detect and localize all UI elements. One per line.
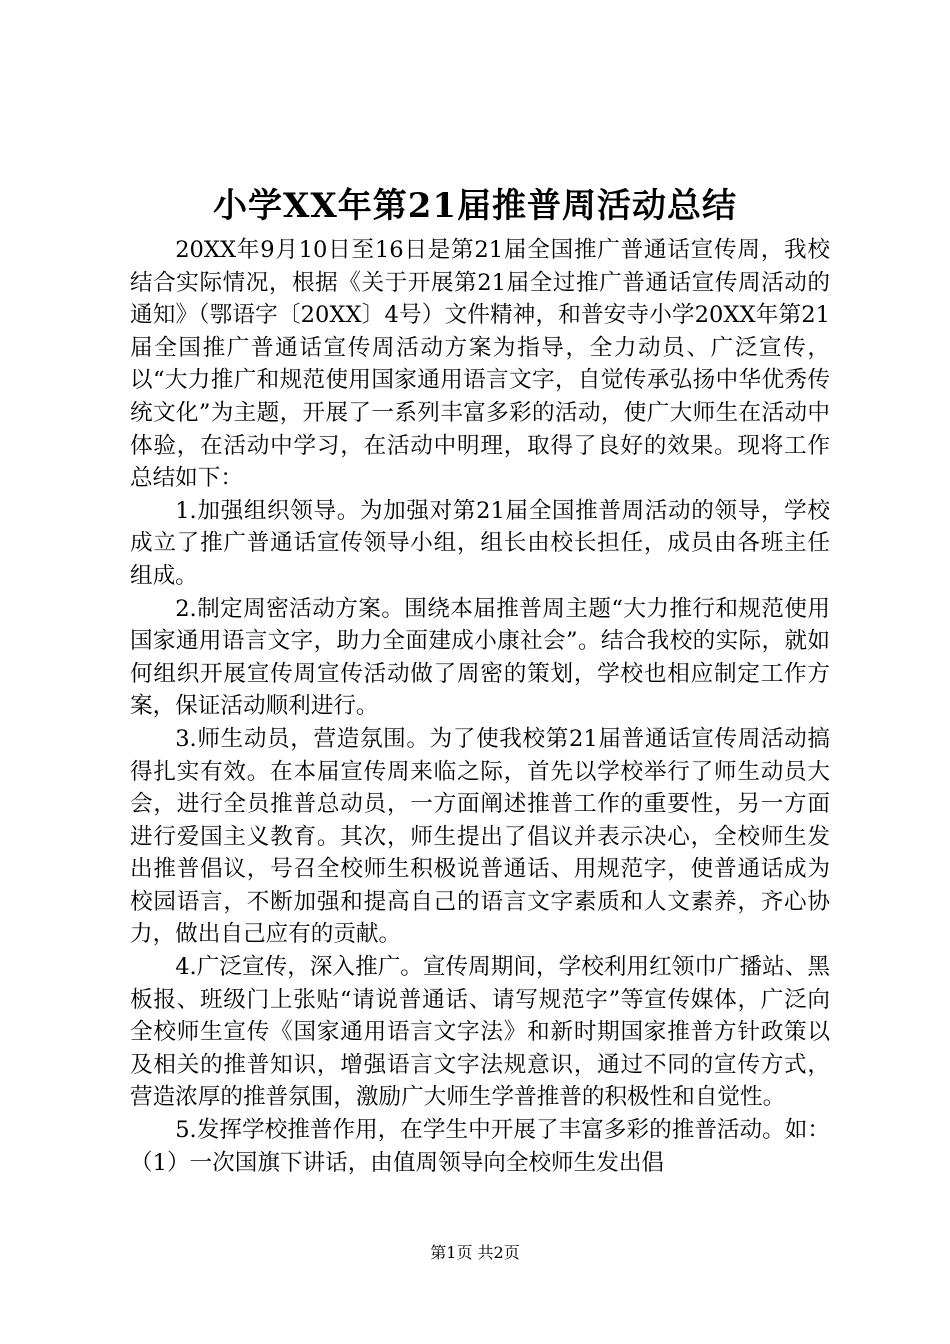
paragraph-item-2: 2.制定周密活动方案。围绕本届推普周主题“大力推行和规范使用国家通用语言文字，助力全面建成小康社会”。结合我校的实际，就如何组织开展宣传周宣传活动做了周密的策划，学校也相应制定工作方案，保证活动顺利进行。: [130, 595, 830, 720]
document-body: [130, 234, 830, 1179]
paragraph-item-4: 4.广泛宣传，深入推广。宣传周期间，学校利用红领巾广播站、黑板报、班级门上张贴“请说普通话、请写规范字”等宣传媒体，广泛向全校师生宣传《国家通用语言文字法》和新时期国家推普方针政策以及相关的推普知识，增强语言文字法规意识，通过不同的宣传方式，营造浓厚的推普氛围，激励广大师生学普推普的积极性和自觉性。: [130, 954, 830, 1111]
paragraph-item-1: 1.加强组织领导。为加强对第21届全国推普周活动的领导，学校成立了推广普通话宣传领导小组，组长由校长担任，成员由各班主任组成。: [130, 497, 830, 589]
paragraph-item-5: 5.发挥学校推普作用，在学生中开展了丰富多彩的推普活动。如：（1）一次国旗下讲话，由值周领导向全校师生发出倡: [130, 1117, 830, 1176]
document-title: 小学XX年第21届推普周活动总结: [212, 186, 738, 226]
paragraph-item-3: 3.师生动员，营造氛围。为了使我校第21届普通话宣传周活动搞得扎实有效。在本届宣传周来临之际，首先以学校举行了师生动员大会，进行全员推普总动员，一方面阐述推普工作的重要性，另一方面进行爱国主义教育。其次，师生提出了倡议并表示决心，全校师生发出推普倡议，号召全校师生积极说普通话、用规范字，使普通话成为校园语言，不断加强和提高自己的语言文字素质和人文素养，齐心协力，做出自己应有的贡献。: [130, 725, 830, 948]
paragraph-intro: 20XX年9月10日至16日是第21届全国推广普通话宣传周，我校结合实际情况，根据《关于开展第21届全过推广普通话宣传周活动的通知》（鄂语字〔20XX〕4号）文件精神，和普安寺小学20XX年第21届全国推广普通话宣传周活动方案为指导，全力动员、广泛宣传，以“大力推广和规范使用国家通用语言文字，自觉传承弘扬中华优秀传统文化”为主题，开展了一系列丰富多彩的活动，使广大师生在活动中体验，在活动中学习，在活动中明理，取得了良好的效果。现将工作总结如下：: [130, 237, 830, 492]
page-footer: 第1页 共2页: [430, 1243, 520, 1262]
